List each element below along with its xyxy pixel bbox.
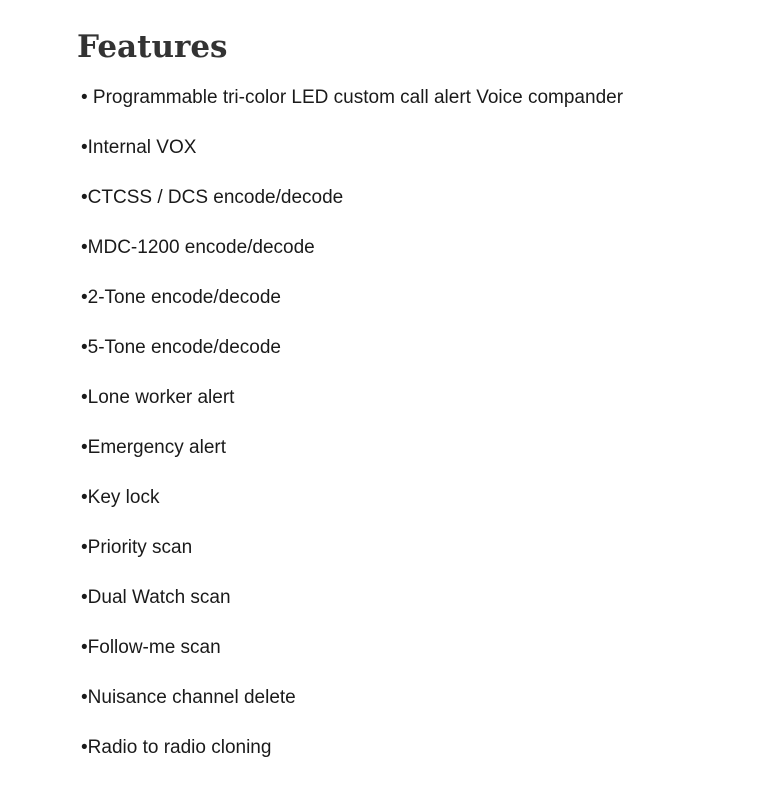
list-item bbox=[81, 436, 623, 486]
list-item bbox=[81, 386, 623, 436]
feature-text: •Key lock bbox=[81, 487, 160, 508]
feature-text: •Internal VOX bbox=[81, 137, 197, 158]
feature-list bbox=[81, 86, 623, 786]
list-item bbox=[81, 186, 623, 236]
feature-text: •MDC-1200 encode/decode bbox=[81, 237, 315, 258]
feature-text: • Programmable tri-color LED custom call alert Voice compander bbox=[81, 87, 624, 108]
list-item bbox=[81, 336, 623, 386]
feature-text: •Lone worker alert bbox=[81, 387, 235, 408]
list-item bbox=[81, 236, 623, 286]
feature-text: •2-Tone encode/decode bbox=[81, 287, 281, 308]
feature-text: •Priority scan bbox=[81, 537, 193, 558]
feature-text: •CTCSS / DCS encode/decode bbox=[81, 187, 344, 208]
list-item bbox=[81, 736, 623, 786]
feature-text: •Emergency alert bbox=[81, 437, 226, 458]
page-title: Features bbox=[77, 29, 228, 65]
feature-text: •Dual Watch scan bbox=[81, 587, 231, 608]
list-item bbox=[81, 136, 623, 186]
feature-text: •Nuisance channel delete bbox=[81, 687, 296, 708]
feature-text: •Follow-me scan bbox=[81, 637, 221, 658]
list-item bbox=[81, 586, 623, 636]
list-item bbox=[81, 686, 623, 736]
feature-text: •5-Tone encode/decode bbox=[81, 337, 281, 358]
feature-text: •Radio to radio cloning bbox=[81, 737, 272, 758]
list-item bbox=[81, 636, 623, 686]
list-item bbox=[81, 486, 623, 536]
list-item bbox=[81, 86, 623, 136]
list-item bbox=[81, 536, 623, 586]
list-item bbox=[81, 286, 623, 336]
